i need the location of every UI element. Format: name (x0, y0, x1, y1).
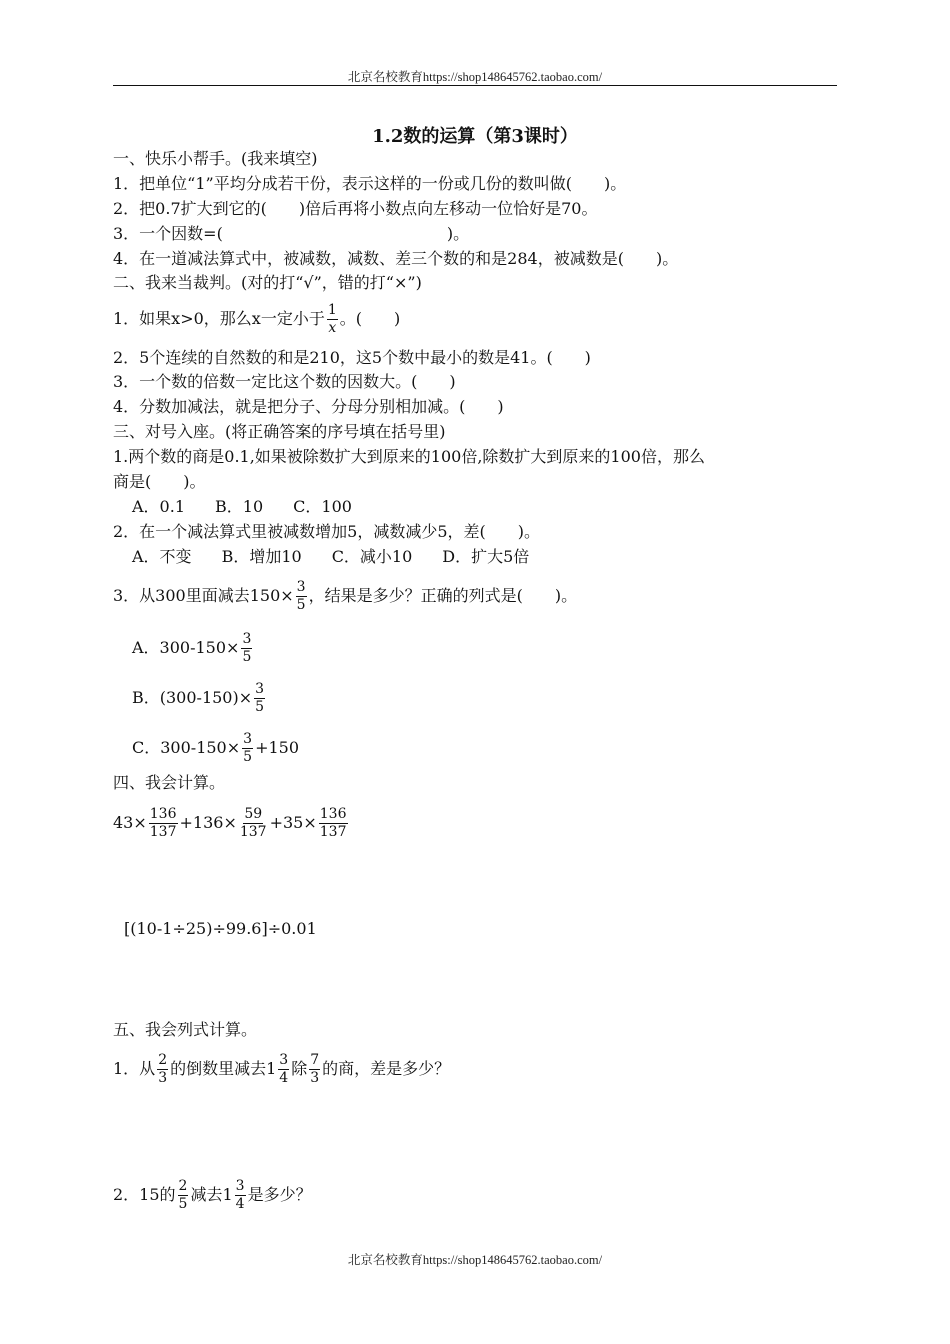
q1-part: 1．从 (113, 1059, 156, 1078)
fraction-denominator: 5 (243, 749, 253, 765)
section3-question-3 (113, 579, 577, 614)
fraction-numerator: 3 (255, 681, 265, 697)
section1-question-1: 1．把单位“1”平均分成若干份，表示这样的一份或几份的数叫做( )。 (113, 174, 627, 193)
section3-question-1-options (132, 496, 382, 518)
section2-question-4: 4．分数加减法，就是把分子、分母分别相加减。( ) (113, 397, 504, 416)
fraction-numerator: 3 (235, 1178, 245, 1194)
section1-question-2: 2．把0.7扩大到它的( )倍后再将小数点向左移动一位恰好是70。 (113, 199, 598, 218)
fraction-numerator: 3 (243, 731, 253, 747)
section2-question-2: 2．5个连续的自然数的和是210，这5个数中最小的数是41。( ) (113, 348, 591, 367)
q2-part: 减去1 (190, 1185, 233, 1204)
fraction-numerator: 3 (296, 579, 306, 595)
q2-part: 是多少？ (247, 1185, 312, 1204)
q1-part: 的商，差是多少？ (322, 1059, 451, 1078)
option-b: B．增加10 (221, 547, 302, 566)
fraction-two-fifths (178, 1178, 189, 1213)
section4-heading: 四、我会计算。 (113, 773, 226, 792)
q2-part: 2．15的 (113, 1185, 176, 1204)
option-a-text: A．300-150× (132, 638, 240, 657)
fraction-denominator: 4 (235, 1196, 245, 1212)
fraction-denominator: 3 (310, 1070, 320, 1086)
section2-question-3: 3．一个数的倍数一定比这个数的因数大。( ) (113, 372, 456, 391)
fraction-denominator: 4 (279, 1070, 289, 1086)
fraction-numerator: 136 (149, 806, 177, 822)
fraction-three-fifths (241, 631, 252, 666)
fraction-three-quarters (278, 1052, 289, 1087)
header-divider (113, 85, 837, 86)
fraction-59-137 (239, 806, 268, 841)
section1-question-4: 4．在一道减法算式中，被减数，减数、差三个数的和是284，被减数是( )。 (113, 249, 679, 268)
fraction-numerator: 1 (327, 302, 337, 318)
fraction-numerator: 3 (242, 631, 252, 647)
option-c: C．100 (293, 497, 352, 516)
section5-question-1 (113, 1052, 450, 1087)
section3-heading: 三、对号入座。(将正确答案的序号填在括号里) (113, 422, 446, 441)
q1-part: 除 (291, 1059, 308, 1078)
section5-question-2 (113, 1178, 312, 1213)
section3-question-2: 2．在一个减法算式里被减数增加5，减数减少5，差( )。 (113, 522, 541, 541)
fraction-three-quarters (235, 1178, 246, 1213)
fraction-three-fifths (296, 579, 307, 614)
fraction-one-over-x (327, 302, 338, 337)
section3-question-2-options (132, 546, 559, 568)
fraction-denominator: 137 (319, 824, 347, 840)
section1-heading: 一、快乐小帮手。(我来填空) (113, 149, 318, 168)
fraction-denominator: 5 (242, 649, 252, 665)
option-d: D．扩大5倍 (442, 547, 530, 566)
section3-option-b (132, 681, 267, 716)
fraction-numerator: 3 (279, 1052, 289, 1068)
page-title: 1.2数的运算（第3课时） (372, 126, 578, 147)
q1-text-after: 。( ) (339, 309, 401, 328)
fraction-denominator: 3 (158, 1070, 168, 1086)
section5-heading: 五、我会列式计算。 (113, 1020, 258, 1039)
section3-option-a (132, 631, 254, 666)
fraction-numerator: 2 (158, 1052, 168, 1068)
section4-expression-2: [(10-1÷25)÷99.6]÷0.01 (124, 919, 317, 938)
section3-option-c (132, 731, 299, 766)
option-a: A．0.1 (132, 497, 186, 516)
section1-question-3: 3．一个因数=( )。 (113, 224, 470, 243)
option-c-text: C．300-150× (132, 738, 241, 757)
q3-text-after: ，结果是多少？正确的列式是( )。 (308, 586, 578, 605)
section2-heading: 二、我来当裁判。(对的打“√”，错的打“×”) (113, 273, 422, 292)
fraction-three-fifths (254, 681, 265, 716)
expr-part: 43× (113, 813, 147, 832)
section4-expression-1 (113, 806, 350, 841)
fraction-numerator: 7 (310, 1052, 320, 1068)
page-header: 北京名校教育https://shop148645762.taobao.com/ (347, 70, 603, 84)
option-c-suffix: +150 (255, 738, 300, 757)
fraction-denominator: 5 (296, 597, 306, 613)
fraction-numerator: 59 (244, 806, 263, 822)
option-b: B．10 (215, 497, 264, 516)
q3-text-before: 3．从300里面减去150× (113, 586, 294, 605)
fraction-denominator: 137 (149, 824, 177, 840)
option-c: C．减小10 (331, 547, 413, 566)
q1-part: 的倒数里减去1 (170, 1059, 277, 1078)
fraction-two-thirds (157, 1052, 168, 1087)
page-footer: 北京名校教育https://shop148645762.taobao.com/ (347, 1253, 603, 1267)
fraction-seven-thirds (309, 1052, 320, 1087)
fraction-numerator: 2 (178, 1178, 188, 1194)
fraction-denominator: x (328, 320, 337, 336)
fraction-denominator: 5 (178, 1196, 188, 1212)
section3-question-1-line2: 商是( )。 (113, 472, 206, 491)
expr-part: +136× (179, 813, 237, 832)
fraction-136-137 (319, 806, 348, 841)
q1-text-before: 1．如果x>0，那么x一定小于 (113, 309, 325, 328)
expr-part: +35× (269, 813, 317, 832)
fraction-denominator: 5 (255, 699, 265, 715)
fraction-denominator: 137 (239, 824, 267, 840)
fraction-three-fifths (242, 731, 253, 766)
option-a: A．不变 (132, 547, 192, 566)
fraction-136-137 (149, 806, 178, 841)
fraction-numerator: 136 (319, 806, 347, 822)
section3-question-1-line1: 1.两个数的商是0.1,如果被除数扩大到原来的100倍,除数扩大到原来的100倍，那么 (113, 447, 705, 466)
section2-question-1 (113, 302, 400, 337)
option-b-text: B．(300-150)× (132, 688, 253, 707)
